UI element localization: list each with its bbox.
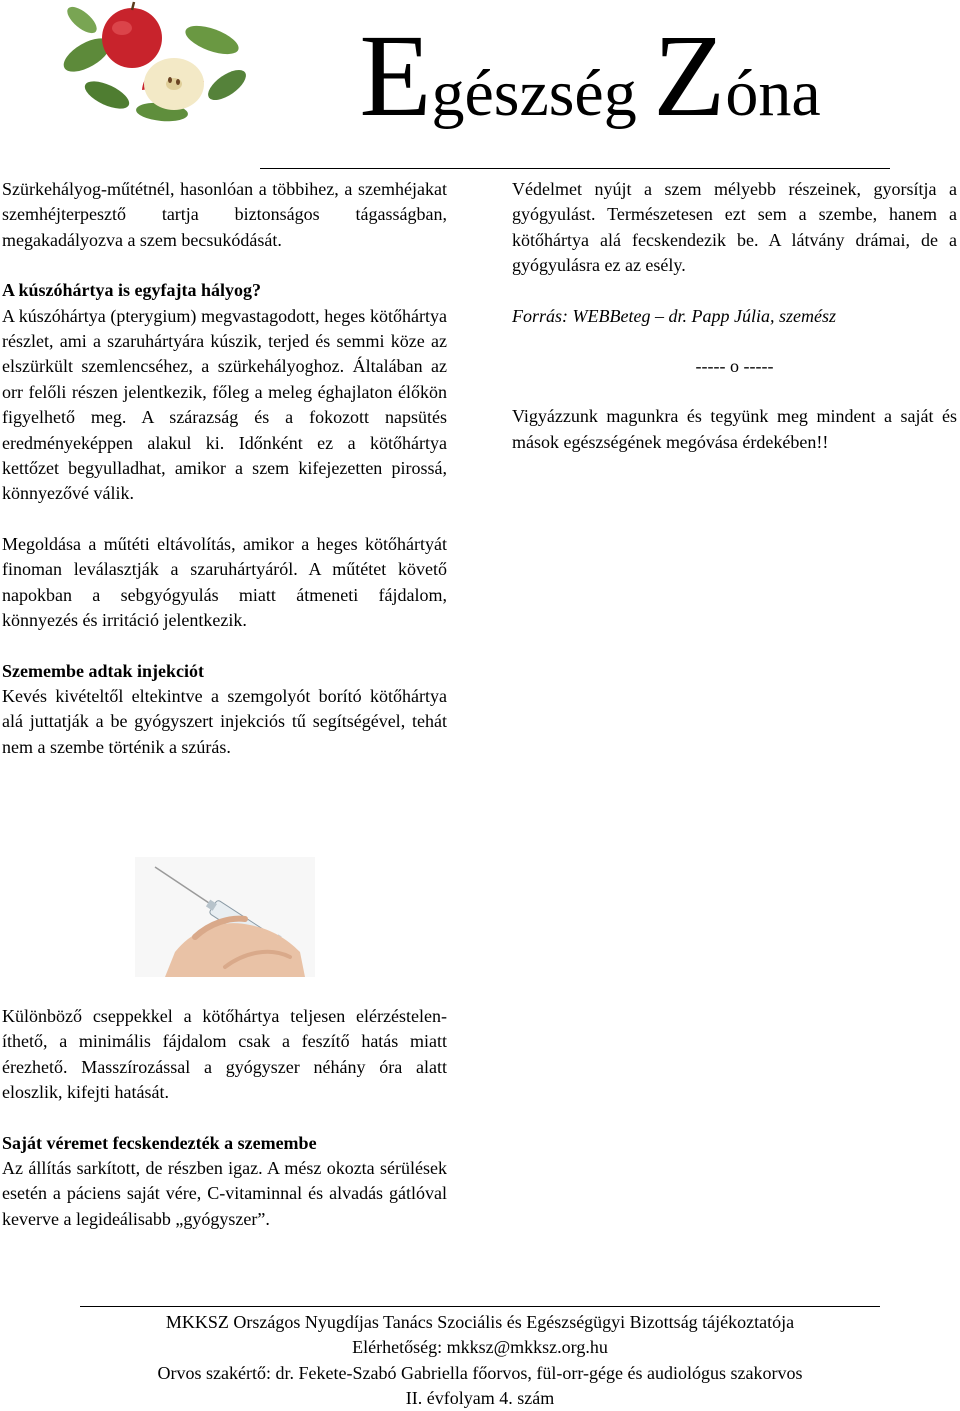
title-initial-z: Z [653,10,726,141]
left-column-bottom [2,1004,447,1232]
right-column [512,177,957,455]
closing-paragraph: Vigyázzunk magunkra és tegyünk meg mindent a saját és mások egészségének megóvása érdekében!! [512,406,957,452]
footer-divider [80,1306,880,1307]
footer-publisher: MKKSZ Országos Nyugdíjas Tanács Szociális és Egészségügyi Bizottság tájékoztatója [165,1312,795,1332]
pterygium-paragraph: A kúszóhártya (pterygium) megvastagodott, heges kötőhártya részlet, ami a szaruhártyára kúszik, terjed és semmi köze az elszürkült szemlencséhez, a szürkehályoghoz. Általában az orr felőli részen jelentkezik, főleg a meleg éghajlaton élőkön figyelhető meg. A szárazság és a fokozott napsütés eredményeképpen alakul ki. Időnként ez a kötőhártya kettőzet begyulladhat, amikor a szem kifejezetten pirossá, könnyezővé válik. [2,305,447,504]
header-divider [260,168,890,169]
anesthesia-paragraph: Különböző cseppekkel a kötőhártya teljesen elérzésteleníthető, a minimális fájdalom csak a feszítő hatás miatt érezhető. Masszírozással a gyógyszer néhány óra alatt eloszlik, kifejti hatását. [2,1006,447,1103]
source-citation: Forrás: WEBBeteg – dr. Papp Júlia, szemész [512,305,836,326]
title-rest-1: gészség [431,57,654,130]
injection-image [135,857,315,977]
intro-paragraph: Szürkehályog-műtétnél, hasonlóan a többihez, a szemhéjakat szemhéjterpesztő tartja biztonságos tágasságban, megakadályozva a szem becsukódását. [2,179,447,250]
apple-image [62,0,248,124]
footer [40,1310,920,1411]
protection-paragraph: Védelmet nyújt a szem mélyebb részeinek, gyorsítja a gyógyulást. Természetesen ezt sem a szembe, hanem a kötőhártya alá fecskendezik be. A látvány drámai, de a gyógyulásra ez az esély. [512,179,957,276]
title-initial-e: E [359,10,432,141]
title-rest-2: óna [725,57,821,130]
masthead-title [270,6,910,164]
footer-issue: II. évfolyam 4. szám [405,1387,555,1408]
section-heading-injection: Szemembe adtak injekciót [2,660,204,681]
footer-expert: Orvos szakértő: dr. Fekete-Szabó Gabriella főorvos, fül-orr-gége és audiológus szakorvos [157,1362,803,1383]
injection-paragraph: Kevés kivételtől eltekintve a szemgolyót borító kötőhártya alá juttatják a be gyógyszert injekciós tű segítségével, tehát nem a szembe történik a szúrás. [2,685,447,757]
own-blood-paragraph: Az állítás sarkított, de részben igaz. A mész okozta sérülések esetén a páciens saját vére, C-vitaminnal és alvadás gátlóval keverve a legideálisabb „gyógyszer”. [2,1158,447,1229]
pterygium-treatment-paragraph: Megoldása a műtéti eltávolítás, amikor a heges kötőhártyát finoman leválasztják a szaruhártyáról. A műtétet követő napokban a sebgyógyulás miatt átmeneti fájdalom, könnyezés és irritáció jelentkezik. [2,533,447,631]
section-heading-own-blood: Saját véremet fecskendezték a szemembe [2,1132,317,1153]
section-separator: ----- o ----- [695,356,774,377]
left-column-top [2,177,447,760]
section-heading-pterygium: A kúszóhártya is egyfajta hályog? [2,280,262,301]
footer-contact: Elérhetőség: mkksz@mkksz.org.hu [352,1337,608,1358]
